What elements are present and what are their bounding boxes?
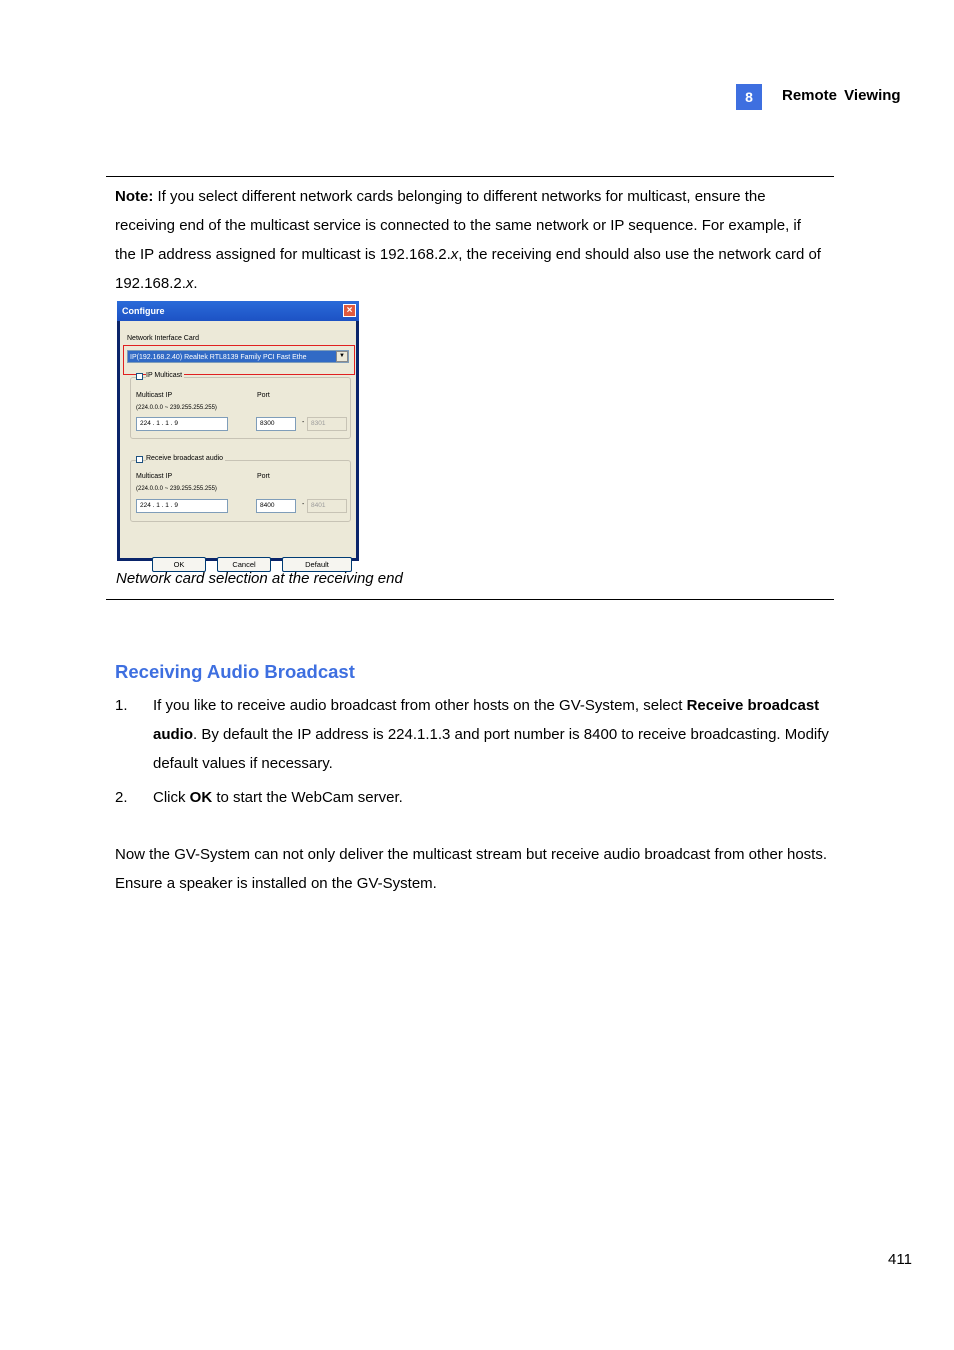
step-text-bold: Receive broadcast audio (153, 697, 820, 743)
note-text (115, 182, 825, 298)
default-button[interactable]: Default (282, 557, 352, 572)
note-text-3: . (193, 275, 198, 292)
multicast-ip-label: Multicast IP (136, 392, 173, 399)
note-x-2: x (185, 275, 194, 292)
multicast-checkbox[interactable] (136, 373, 143, 380)
audio-port-label: Port (257, 473, 270, 480)
step-text (153, 783, 833, 812)
highlight-box (123, 345, 355, 375)
audio-port-end-input: 8401 (307, 499, 347, 513)
port-label: Port (257, 392, 270, 399)
receive-audio-checkbox[interactable] (136, 456, 143, 463)
audio-port-dash: - (302, 501, 305, 508)
multicast-ip-input[interactable]: 224 . 1 . 1 . 9 (136, 417, 228, 431)
chevron-down-icon[interactable]: ▼ (336, 351, 348, 362)
note-x-1: x (450, 246, 459, 263)
list-item (115, 691, 835, 781)
audio-ip-input[interactable]: 224 . 1 . 1 . 9 (136, 499, 228, 513)
multicast-checkbox-label: IP Multicast (146, 372, 183, 379)
nic-label: Network Interface Card (127, 335, 199, 342)
multicast-ip-range: (224.0.0.0 ~ 239.255.255.255) (136, 405, 217, 411)
summary-paragraph: Now the GV-System can not only deliver the multicast stream but receive audio broadcast from other hosts. Ensure a speaker is installed on the GV-System. (115, 846, 827, 892)
note-bottom-rule (106, 599, 834, 600)
note-top-rule (106, 176, 834, 177)
port-input[interactable]: 8300 (256, 417, 296, 431)
note-label: Note: (115, 188, 154, 205)
step-number: 1. (115, 697, 128, 714)
chapter-title: Remote Viewing (782, 87, 901, 104)
step-text-pre: If you like to receive audio broadcast from other hosts on the GV-System, select (153, 697, 687, 714)
figure-caption: Network card selection at the receiving end (116, 570, 403, 587)
step-text-post: . By default the IP address is 224.1.1.3 and port number is 8400 to receive broadcasting. Modify default values if necessary. (153, 726, 829, 772)
note-text-1: If you select different network cards belonging to different networks for multicast, ensure the receiving end of the multicast service is connected to the same network or IP sequence. For example, if the IP address assigned for multicast is 192.168.2. (115, 188, 801, 263)
dialog-body (120, 321, 356, 569)
dialog-title: Configure (117, 301, 359, 321)
chapter-number-badge: 8 (736, 84, 762, 110)
step-number: 2. (115, 789, 128, 806)
configure-dialog (117, 301, 359, 569)
nic-select[interactable]: IP(192.168.2.40) Realtek RTL8139 Family PCI Fast Ethe (127, 350, 349, 363)
cancel-button[interactable]: Cancel (217, 557, 271, 572)
step-text (153, 691, 833, 778)
port-dash: - (302, 419, 305, 426)
audio-ip-range: (224.0.0.0 ~ 239.255.255.255) (136, 486, 217, 492)
receive-audio-label: Receive broadcast audio (146, 455, 224, 462)
section-title: Receiving Audio Broadcast (115, 661, 355, 682)
port-end-input: 8301 (307, 417, 347, 431)
audio-ip-label: Multicast IP (136, 473, 173, 480)
close-icon[interactable]: × (343, 304, 356, 317)
step-text-pre: Click (153, 789, 190, 806)
list-item (115, 783, 835, 813)
note-text-2: , the receiving end should also use the network card of 192.168.2. (115, 246, 821, 292)
step-text-post: to start the WebCam server. (212, 789, 403, 806)
audio-port-input[interactable]: 8400 (256, 499, 296, 513)
page-number: 411 (888, 1251, 912, 1268)
ok-button[interactable]: OK (152, 557, 206, 572)
step-text-bold: OK (189, 789, 213, 806)
